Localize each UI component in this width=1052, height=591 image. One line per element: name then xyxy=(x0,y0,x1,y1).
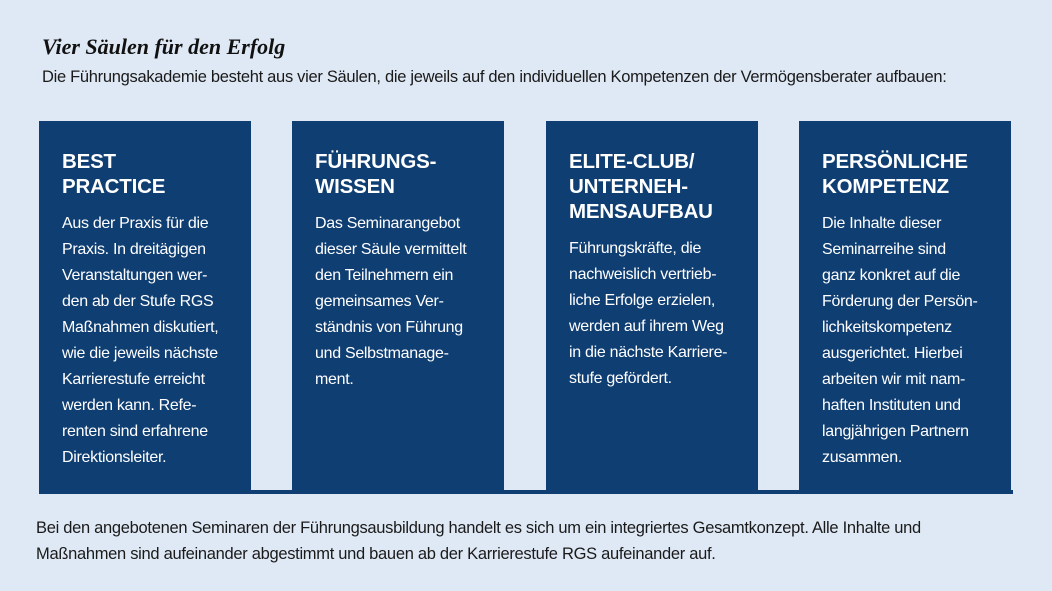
intro-text: Die Führungsakademie besteht aus vier Säulen, die jeweils auf den individuellen Kompetenzen der Vermögensberater aufbauen: xyxy=(42,68,947,86)
pillar-description: Die Inhalte dieser Seminarreihe sind ganz konkret auf die Förderung der Persön- lichkeitskompetenz ausgerichtet. Hierbei arbeiten wir mit nam- haften Instituten und langjährigen Partnern zusammen. xyxy=(822,215,978,466)
pillar-best-practice xyxy=(39,121,251,494)
pillar-fuehrungswissen xyxy=(292,121,504,494)
page-title: Vier Säulen für den Erfolg xyxy=(42,34,286,59)
pillar-title: PERSÖNLICHE KOMPETENZ xyxy=(822,150,968,198)
pillar-title: ELITE-CLUB/ UNTERNEH- MENSAUFBAU xyxy=(569,150,713,223)
summary-text: Bei den angebotenen Seminaren der Führungsausbildung handelt es sich um ein integriertes Gesamtkonzept. Alle Inhalte und Maßnahmen sind aufeinander abgestimmt und bauen ab der Karrierestufe RGS aufeinander auf. xyxy=(36,519,921,563)
pillar-elite-club xyxy=(546,121,758,494)
pillar-title: FÜHRUNGS- WISSEN xyxy=(315,150,437,198)
pillar-description: Führungskräfte, die nachweislich vertrieb- liche Erfolge erzielen, werden auf ihrem Weg in die nächste Karriere- stufe gefördert. xyxy=(569,240,728,387)
pillars-diagram xyxy=(39,121,1013,494)
pillar-persoenliche-kompetenz xyxy=(799,121,1011,494)
pillar-description: Das Seminarangebot dieser Säule vermittelt den Teilnehmern ein gemeinsames Ver- ständnis von Führung und Selbstmanage- ment. xyxy=(315,215,467,388)
pillar-title: BEST PRACTICE xyxy=(62,150,166,198)
pillar-description: Aus der Praxis für die Praxis. In dreitägigen Veranstaltungen wer- den ab der Stufe RGS Maßnahmen diskutiert, wie die jeweils nächste Karrierestufe erreicht werden kann. Refe- renten sind erfahrene Direktionsleiter. xyxy=(62,215,219,466)
